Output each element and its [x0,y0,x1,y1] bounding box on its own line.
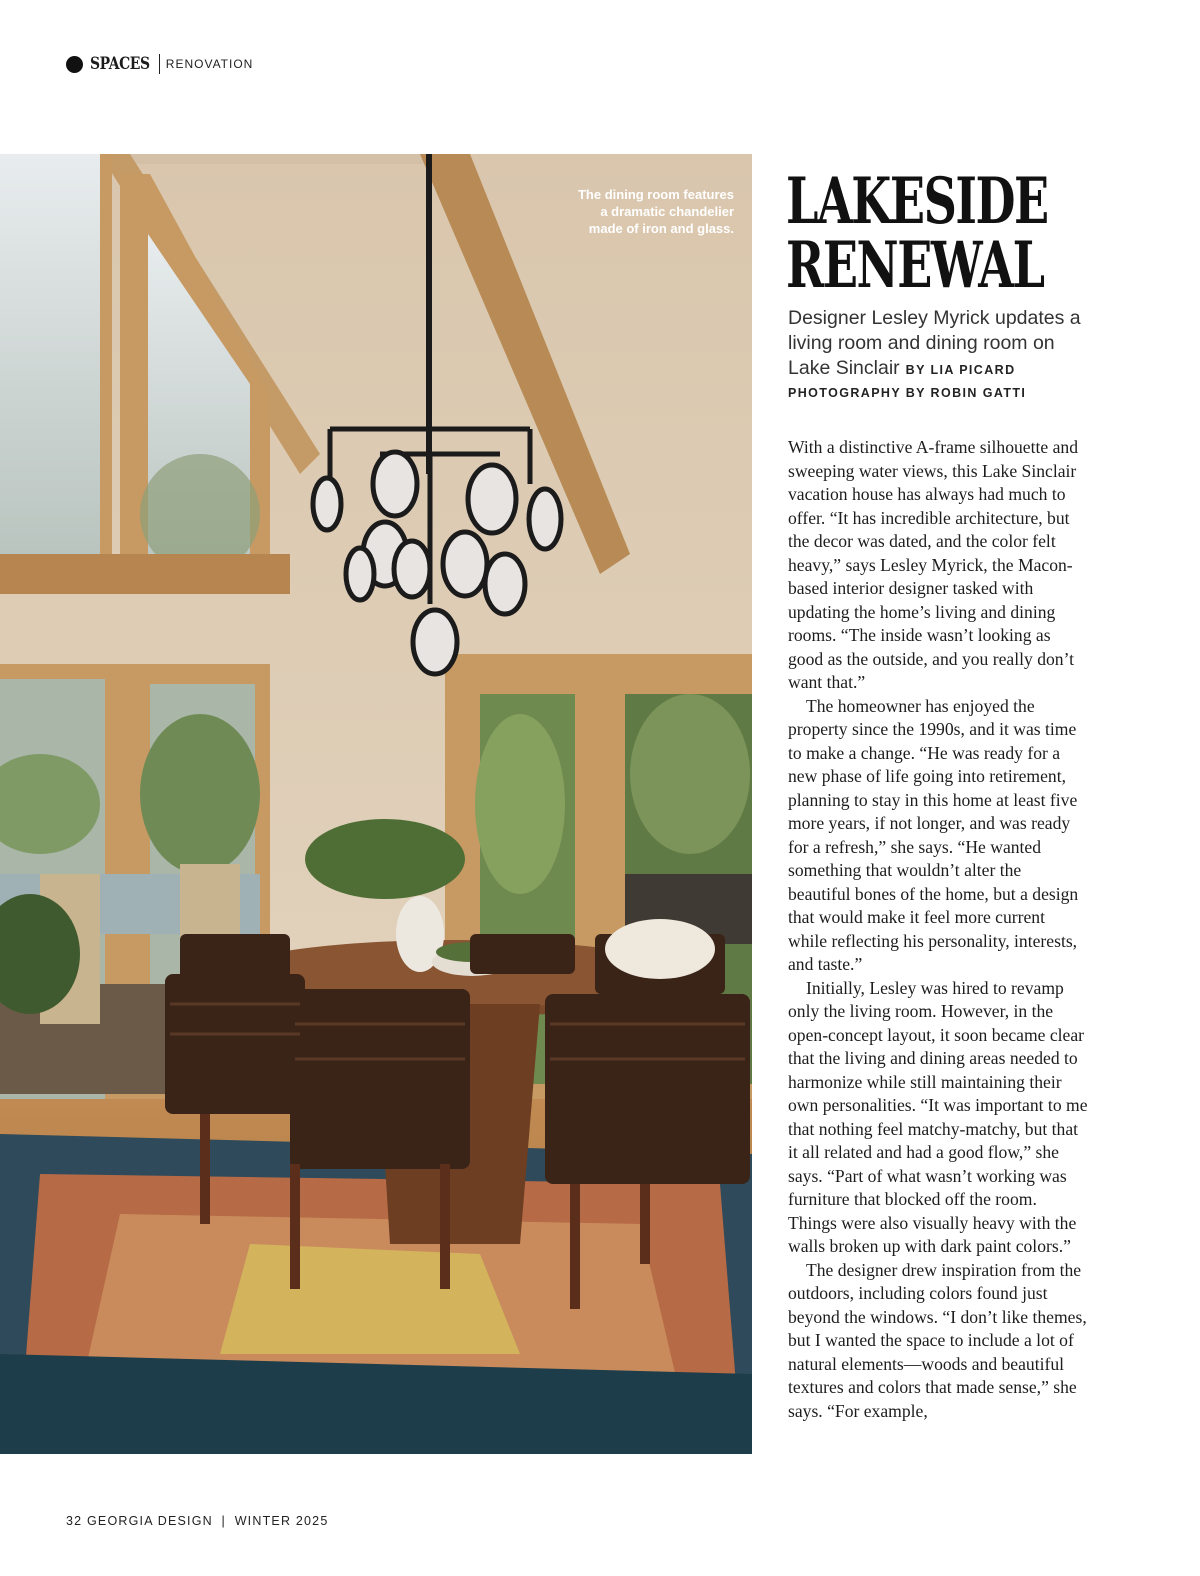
section-bullet-icon [66,56,83,73]
byline: BY LIA PICARD [905,363,1016,377]
page-footer [66,1514,328,1528]
publication-name: GEORGIA DESIGN [87,1514,213,1528]
article-dek [788,306,1098,383]
article-body [788,436,1088,1423]
article-title-line-1: LAKESIDE [786,164,1048,239]
dek-text: Designer Lesley Myrick updates a living room and dining room on Lake Sinclair [788,307,1081,379]
article-title-line-2: RENEWAL [786,228,1044,303]
photo-credit: PHOTOGRAPHY BY ROBIN GATTI [788,386,1027,400]
issue-date: WINTER 2025 [234,1514,329,1528]
body-paragraph: The designer drew inspiration from the outdoors, including colors found just beyond the windows. “I don’t like themes, but I wanted the space to include a lot of natural elements—woods and beautiful textures and colors that made sense,” she says. “For example, [788,1259,1087,1421]
section-header [66,52,253,76]
dining-room-photo [0,154,752,1454]
photo-caption: The dining room features a dramatic chandelier made of iron and glass. [577,187,734,236]
header-divider [159,54,160,74]
section-label: SPACES [90,54,150,74]
article-title [786,164,1074,303]
body-paragraph: With a distinctive A-frame silhouette and sweeping water views, this Lake Sinclair vacation house has always had much to offer. “It has incredible architecture, but the decor was dated, and the color felt heavy,” says Lesley Myrick, the Macon-based interior designer tasked with updating the home’s living and dining rooms. “The inside wasn’t looking as good as the outside, and you really don’t want that.” [788,437,1078,692]
body-paragraph: The homeowner has enjoyed the property since the 1990s, and it was time to make a change. “He was ready for a new phase of life going into retirement, planning to stay in this home at least five more years, if not longer, and was ready for a refresh,” she says. “He wanted something that wouldn’t alter the beautiful bones of the home, but a design that would make it feel more current while reflecting his personality, interests, and taste.” [788,695,1079,974]
subsection-label: RENOVATION [165,57,254,71]
footer-divider: | [221,1514,226,1528]
page-number: 32 [66,1514,83,1528]
body-paragraph: Initially, Lesley was hired to revamp only the living room. However, in the open-concept layout, it soon became clear that the living and dining areas needed to harmonize while still maintaining their own personalities. “It was important to me that nothing feel matchy-matchy, but that it all related and had a good flow,” she says. “Part of what wasn’t working was furniture that blocked off the room. Things were also visually heavy with the walls broken up with dark paint colors.” [788,977,1088,1256]
